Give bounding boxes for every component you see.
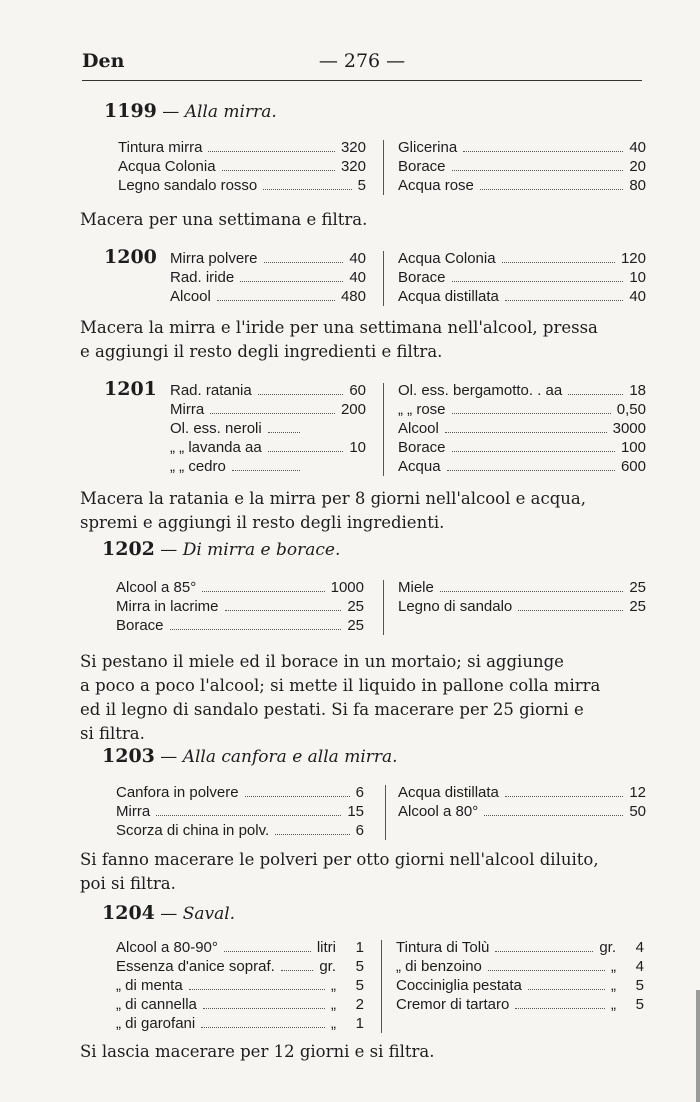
instruction-line: a poco a poco l'alcool; si mette il liquido in pallone colla mirra — [80, 676, 601, 695]
recipe-title — [104, 246, 157, 268]
ingredient-name: Miele — [398, 579, 434, 596]
ingredient-row — [396, 938, 644, 957]
ingredient-name: Borace — [398, 439, 446, 456]
ingredient-row — [116, 597, 364, 616]
dot-leader — [445, 419, 607, 433]
ingredient-quantity: 6 — [355, 784, 364, 801]
ingredient-name: Acqua distillata — [398, 288, 499, 305]
ingredient-quantity: 12 — [629, 784, 646, 801]
ingredient-quantity: 100 — [620, 439, 646, 456]
ingredient-row — [116, 821, 364, 840]
page-number: — 276 — — [318, 50, 406, 72]
dot-leader — [440, 578, 623, 592]
dot-leader — [568, 381, 623, 395]
ingredient-name: „ „ cedro — [170, 458, 226, 475]
ingredient-quantity: 20 — [629, 158, 646, 175]
instruction-line: si filtra. — [80, 724, 145, 743]
ingredient-row — [116, 616, 364, 635]
ingredient-name: Acqua — [398, 458, 441, 475]
instruction-line: Macera per una settimana e filtra. — [80, 210, 368, 229]
instruction-line: ed il legno di sandalo pestati. Si fa macerare per 25 giorni e — [80, 700, 584, 719]
ingredient-name: Rad. ratania — [170, 382, 252, 399]
ingredient-quantity: 15 — [347, 803, 364, 820]
ingredient-name: Mirra polvere — [170, 250, 258, 267]
ingredient-row — [398, 783, 646, 802]
ingredient-row — [170, 419, 366, 438]
ingredient-row — [398, 438, 646, 457]
dot-leader — [452, 157, 624, 171]
ingredient-row — [398, 138, 646, 157]
running-head: Den — [82, 50, 125, 72]
title-dash: — — [160, 747, 178, 767]
dot-leader — [156, 802, 341, 816]
recipe-instructions — [80, 650, 680, 746]
recipe-instructions — [80, 487, 680, 535]
dot-leader — [484, 802, 623, 816]
ingredient-row — [116, 938, 364, 957]
ingredient-name: Mirra — [116, 803, 151, 820]
ingredient-row — [398, 249, 646, 268]
ingredient-quantity: 40 — [629, 139, 646, 156]
instruction-line: Si pestano il miele ed il borace in un mortaio; si aggiunge — [80, 652, 564, 671]
ingredient-unit: „ — [611, 958, 616, 975]
ingredient-quantity: 5 — [357, 177, 366, 194]
ingredient-quantity: 3000 — [612, 420, 646, 437]
ingredient-quantity: 120 — [620, 250, 646, 267]
title-dash: — — [162, 102, 180, 122]
dot-leader — [505, 287, 623, 301]
recipe-instructions — [80, 1040, 680, 1064]
ingredient-quantity: 40 — [349, 269, 366, 286]
ingredient-quantity: 10 — [349, 439, 366, 456]
ingredient-name: Acqua Colonia — [118, 158, 216, 175]
ingredient-list-right — [398, 249, 646, 306]
ingredient-list-left — [170, 381, 366, 476]
ingredient-quantity: 480 — [340, 288, 366, 305]
instruction-line: Si fanno macerare le polveri per otto giorni nell'alcool diluito, — [80, 850, 599, 869]
ingredient-row — [398, 381, 646, 400]
ingredient-name: „ di benzoino — [396, 958, 482, 975]
ingredient-row — [396, 957, 644, 976]
ingredient-name: Glicerina — [398, 139, 458, 156]
instruction-line: spremi e aggiungi il resto degli ingredienti. — [80, 513, 445, 532]
ingredient-name: Borace — [398, 158, 446, 175]
recipe-name: Saval. — [182, 904, 236, 924]
ingredient-row — [170, 268, 366, 287]
ingredient-list-left — [116, 783, 364, 840]
ingredient-list-left — [170, 249, 366, 306]
dot-leader — [452, 400, 611, 414]
ingredient-name: Alcool a 80° — [398, 803, 479, 820]
recipe-title — [104, 378, 157, 400]
recipe-instructions — [80, 316, 680, 364]
dot-leader — [258, 381, 344, 395]
dot-leader — [245, 783, 350, 797]
dot-leader — [452, 438, 615, 452]
ingredient-row — [116, 578, 364, 597]
dot-leader — [203, 995, 325, 1009]
ingredient-quantity: 600 — [620, 458, 646, 475]
ingredient-quantity: 5 — [635, 996, 644, 1013]
recipe-number: 1202 — [102, 538, 155, 560]
dot-leader — [518, 597, 623, 611]
column-separator — [383, 251, 384, 306]
ingredient-list-left — [116, 938, 364, 1033]
recipe-name: Alla mirra. — [184, 102, 277, 122]
ingredient-name: „ di cannella — [116, 996, 197, 1013]
dot-leader — [264, 249, 344, 263]
column-separator — [385, 785, 386, 840]
dot-leader — [202, 578, 324, 592]
column-separator — [381, 940, 382, 1033]
ingredient-row — [398, 597, 646, 616]
page-header — [82, 44, 642, 81]
ingredient-list-right — [398, 783, 646, 821]
ingredient-name: Essenza d'anice sopraf. — [116, 958, 275, 975]
ingredient-name: Borace — [116, 617, 164, 634]
ingredient-quantity: 320 — [340, 139, 366, 156]
recipe-instructions — [80, 208, 680, 232]
ingredient-name: „ „ lavanda aa — [170, 439, 262, 456]
ingredient-name: Alcool a 80-90° — [116, 939, 218, 956]
ingredient-name: Ol. ess. bergamotto. . aa — [398, 382, 563, 399]
ingredient-unit: „ — [331, 996, 336, 1013]
ingredient-name: Mirra in lacrime — [116, 598, 219, 615]
ingredient-quantity: 10 — [629, 269, 646, 286]
ingredient-row — [116, 1014, 364, 1033]
ingredient-name: Canfora in polvere — [116, 784, 239, 801]
ingredient-name: Legno di sandalo — [398, 598, 513, 615]
ingredient-name: „ „ rose — [398, 401, 446, 418]
recipe-title — [104, 100, 277, 122]
dot-leader — [495, 938, 593, 952]
ingredient-quantity: 1 — [355, 939, 364, 956]
ingredient-row — [398, 268, 646, 287]
dot-leader — [170, 616, 342, 630]
dot-leader — [208, 138, 335, 152]
recipe-title — [102, 745, 398, 767]
instruction-line: e aggiungi il resto degli ingredienti e filtra. — [80, 342, 443, 361]
ingredient-list-left — [116, 578, 364, 635]
instruction-line: poi si filtra. — [80, 874, 176, 893]
ingredient-name: Ol. ess. neroli — [170, 420, 262, 437]
ingredient-name: Tintura di Tolù — [396, 939, 490, 956]
ingredient-unit: litri — [316, 939, 336, 956]
column-separator — [383, 580, 384, 635]
dot-leader — [201, 1014, 325, 1028]
ingredient-list-right — [398, 381, 646, 476]
ingredient-row — [396, 976, 644, 995]
recipe-title — [102, 902, 235, 924]
ingredient-name: Legno sandalo rosso — [118, 177, 258, 194]
dot-leader — [217, 287, 335, 301]
ingredient-row — [398, 287, 646, 306]
ingredient-quantity: 5 — [355, 958, 364, 975]
ingredient-name: Cremor di tartaro — [396, 996, 510, 1013]
ingredient-quantity: 1000 — [330, 579, 364, 596]
dot-leader — [263, 176, 351, 190]
ingredient-name: Cocciniglia pestata — [396, 977, 522, 994]
dot-leader — [452, 268, 624, 282]
ingredient-row — [116, 995, 364, 1014]
ingredient-quantity: 320 — [340, 158, 366, 175]
ingredient-list-right — [396, 938, 644, 1014]
ingredient-unit: gr. — [599, 939, 616, 956]
ingredient-list-left — [118, 138, 366, 195]
ingredient-quantity: 5 — [635, 977, 644, 994]
ingredient-row — [170, 400, 366, 419]
ingredient-row — [398, 457, 646, 476]
ingredient-name: Alcool — [398, 420, 439, 437]
ingredient-row — [170, 249, 366, 268]
ingredient-row — [170, 287, 366, 306]
ingredient-unit: „ — [611, 996, 616, 1013]
ingredient-quantity: 25 — [629, 579, 646, 596]
recipe-title — [102, 538, 340, 560]
dot-leader — [189, 976, 325, 990]
ingredient-quantity: 80 — [629, 177, 646, 194]
ingredient-name: Borace — [398, 269, 446, 286]
recipe-number: 1204 — [102, 902, 155, 924]
recipe-name: Alla canfora e alla mirra. — [182, 747, 398, 767]
dot-leader — [275, 821, 350, 835]
dot-leader — [225, 597, 342, 611]
ingredient-quantity: 25 — [347, 617, 364, 634]
ingredient-name: Rad. iride — [170, 269, 235, 286]
ingredient-row — [116, 976, 364, 995]
ingredient-quantity: 25 — [347, 598, 364, 615]
recipe-number: 1203 — [102, 745, 155, 767]
ingredient-quantity: 4 — [635, 958, 644, 975]
ingredient-row — [398, 802, 646, 821]
ingredient-quantity: 200 — [340, 401, 366, 418]
ingredient-name: „ di menta — [116, 977, 183, 994]
title-dash: — — [160, 540, 178, 560]
dot-leader — [528, 976, 605, 990]
instruction-line: Macera la mirra e l'iride per una settimana nell'alcool, pressa — [80, 318, 598, 337]
instruction-line: Macera la ratania e la mirra per 8 giorni nell'alcool e acqua, — [80, 489, 586, 508]
dot-leader — [268, 438, 344, 452]
dot-leader — [210, 400, 335, 414]
dot-leader — [463, 138, 623, 152]
dot-leader — [222, 157, 335, 171]
ingredient-row — [398, 578, 646, 597]
recipe-number: 1201 — [104, 378, 157, 400]
ingredient-quantity: 25 — [629, 598, 646, 615]
ingredient-row — [116, 783, 364, 802]
ingredient-row — [398, 400, 646, 419]
recipe-number: 1200 — [104, 246, 157, 268]
ingredient-quantity: 60 — [349, 382, 366, 399]
dot-leader — [281, 957, 314, 971]
ingredient-unit: „ — [331, 1015, 336, 1032]
ingredient-unit: gr. — [319, 958, 336, 975]
ingredient-row — [396, 995, 644, 1014]
ingredient-name: „ di garofani — [116, 1015, 196, 1032]
dot-leader — [240, 268, 343, 282]
title-dash: — — [160, 904, 178, 924]
ingredient-row — [170, 381, 366, 400]
dot-leader — [515, 995, 605, 1009]
ingredient-row — [116, 802, 364, 821]
ingredient-row — [118, 138, 366, 157]
dot-leader — [505, 783, 623, 797]
ingredient-row — [398, 419, 646, 438]
ingredient-name: Scorza di china in polv. — [116, 822, 270, 839]
ingredient-quantity: 18 — [629, 382, 646, 399]
ingredient-name: Acqua rose — [398, 177, 474, 194]
recipe-instructions — [80, 848, 680, 896]
page-edge-mark — [696, 990, 700, 1102]
ingredient-quantity: 6 — [355, 822, 364, 839]
ingredient-quantity: 50 — [629, 803, 646, 820]
ingredient-unit: „ — [611, 977, 616, 994]
ingredient-quantity: 0,50 — [616, 401, 646, 418]
ingredient-list-right — [398, 138, 646, 195]
column-separator — [383, 140, 384, 195]
ingredient-quantity: 40 — [349, 250, 366, 267]
dot-leader — [232, 457, 300, 471]
ingredient-quantity: 4 — [635, 939, 644, 956]
dot-leader — [488, 957, 605, 971]
ingredient-row — [118, 157, 366, 176]
ingredient-quantity: 5 — [355, 977, 364, 994]
dot-leader — [480, 176, 623, 190]
ingredient-name: Tintura mirra — [118, 139, 203, 156]
ingredient-name: Alcool a 85° — [116, 579, 197, 596]
ingredient-quantity: 40 — [629, 288, 646, 305]
recipe-number: 1199 — [104, 100, 157, 122]
ingredient-name: Mirra — [170, 401, 205, 418]
dot-leader — [447, 457, 615, 471]
ingredient-row — [118, 176, 366, 195]
dot-leader — [502, 249, 615, 263]
ingredient-name: Acqua distillata — [398, 784, 499, 801]
dot-leader — [268, 419, 300, 433]
ingredient-name: Alcool — [170, 288, 211, 305]
instruction-line: Si lascia macerare per 12 giorni e si filtra. — [80, 1042, 435, 1061]
ingredient-row — [170, 457, 366, 476]
ingredient-row — [170, 438, 366, 457]
ingredient-quantity: 1 — [355, 1015, 364, 1032]
dot-leader — [224, 938, 311, 952]
ingredient-quantity: 2 — [355, 996, 364, 1013]
ingredient-row — [398, 176, 646, 195]
column-separator — [383, 383, 384, 476]
ingredient-row — [398, 157, 646, 176]
ingredient-unit: „ — [331, 977, 336, 994]
ingredient-row — [116, 957, 364, 976]
recipe-name: Di mirra e borace. — [182, 540, 341, 560]
ingredient-list-right — [398, 578, 646, 616]
ingredient-name: Acqua Colonia — [398, 250, 496, 267]
